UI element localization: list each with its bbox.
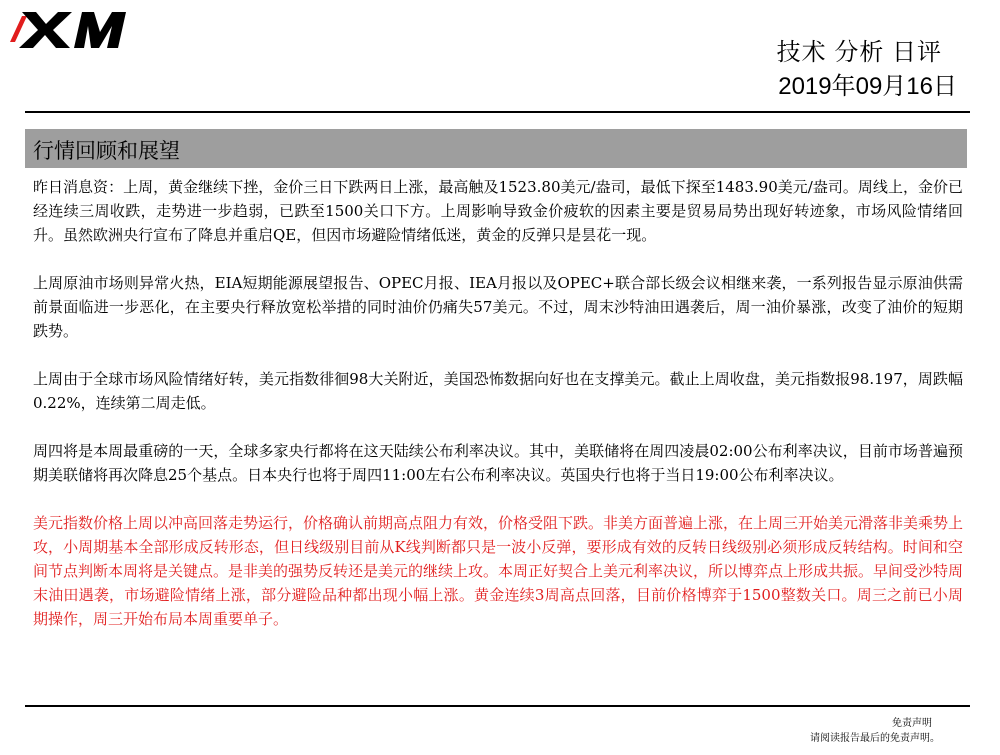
report-body [33, 175, 963, 631]
paragraph-central-banks: 周四将是本周最重磅的一天，全球多家央行都将在这天陆续公布利率决议。其中，美联储将在周四凌晨02:00公布利率决议，目前市场普遍预期美联储将再次降息25个基点。日本央行也将于周四11:00左右公布利率决议。英国央行也将于当日19:00公布利率决议。 [33, 442, 963, 484]
xm-logo [8, 6, 138, 50]
paragraph-usd: 上周由于全球市场风险情绪好转，美元指数徘徊98大关附近，美国恐怖数据向好也在支撑美元。截止上周收盘，美元指数报98.197，周跌幅0.22%，连续第二周走低。 [33, 370, 963, 412]
paragraph-analysis: 美元指数价格上周以冲高回落走势运行，价格确认前期高点阻力有效，价格受阻下跌。非美方面普遍上涨，在上周三开始美元滑落非美乘势上攻，小周期基本全部形成反转形态，但日线级别目前从K线判断都只是一波小反弹，要形成有效的反转日线级别必须形成反转结构。时间和空间节点判断本周将是关键点。是非美的强势反转还是美元的继续上攻。本周正好契合上美元利率决议，所以博弈点上形成共振。早间受沙特周末油田遇袭，市场避险情绪上涨，部分避险品种都出现小幅上涨。黄金连续3周高点回落，目前价格博弈于1500整数关口。周三之前已小周期操作，周三开始布局本周重要单子。 [33, 514, 964, 628]
section-header [25, 129, 967, 168]
report-title: 技术 分析 日评 [776, 39, 942, 66]
footer-divider [25, 705, 970, 707]
paragraph-gold: 昨日消息资：上周，黄金继续下挫，金价三日下跌两日上涨，最高触及1523.80美元/盎司，最低下探至1483.90美元/盎司。周线上，金价已经连续三周收跌，走势进一步趋弱，已跌至1500关口下方。上周影响导致金价疲软的因素主要是贸易局势出现好转迹象，市场风险情绪回升。虽然欧洲央行宣布了降息并重启QE，但因市场避险情绪低迷，黄金的反弹只是昙花一现。 [33, 178, 963, 244]
section-title: 行情回顾和展望 [33, 139, 180, 163]
disclaimer-title: 免责声明 [892, 718, 932, 729]
paragraph-oil: 上周原油市场则异常火热，EIA短期能源展望报告、OPEC月报、IEA月报以及OPEC+联合部长级会议相继来袭，一系列报告显示原油供需前景面临进一步恶化，在主要央行释放宽松举措的同时油价仍痛失57美元。不过，周末沙特油田遇袭后，周一油价暴涨，改变了油价的短期跌势。 [33, 274, 963, 340]
header-divider [25, 111, 970, 113]
report-date: 2019年09月16日 [778, 73, 957, 100]
disclaimer-text: 请阅读报告最后的免责声明。 [810, 733, 940, 744]
